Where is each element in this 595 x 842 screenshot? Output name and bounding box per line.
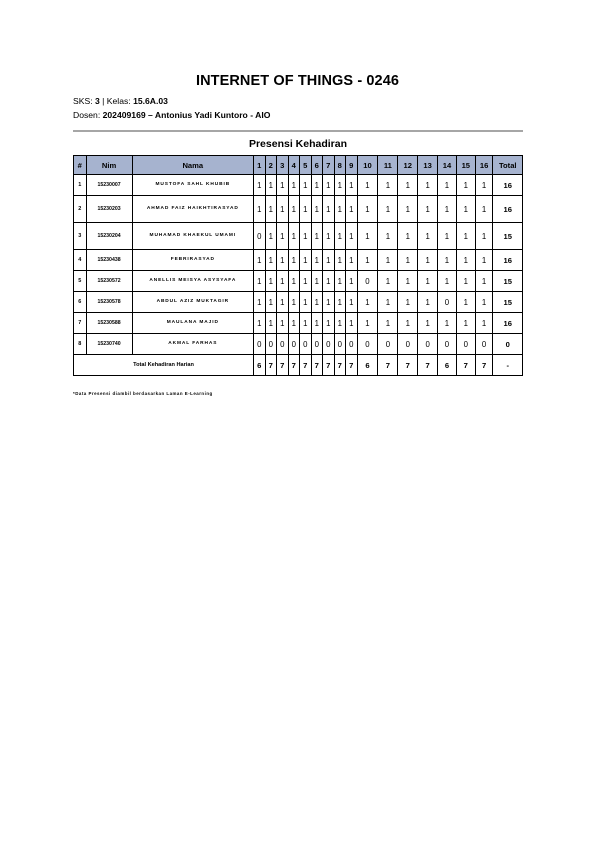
row-number: 4 xyxy=(74,250,87,271)
attendance-mark: 1 xyxy=(456,250,475,271)
daily-total: 7 xyxy=(418,355,438,376)
attendance-mark: 1 xyxy=(300,196,312,223)
attendance-mark: 1 xyxy=(398,250,418,271)
sks-value: 3 xyxy=(94,96,100,106)
dosen-line xyxy=(73,110,270,120)
attendance-mark: 1 xyxy=(346,250,358,271)
attendance-mark: 1 xyxy=(311,196,323,223)
table-row xyxy=(74,292,523,313)
summary-label: Total Kehadiran Harian xyxy=(74,355,254,376)
attendance-mark: 1 xyxy=(300,313,312,334)
attendance-mark: 1 xyxy=(300,175,312,196)
attendance-mark: 1 xyxy=(300,292,312,313)
attendance-mark: 1 xyxy=(378,175,398,196)
student-nim: 15230438 xyxy=(86,250,132,271)
attendance-mark: 1 xyxy=(475,271,493,292)
student-total: 16 xyxy=(493,175,523,196)
attendance-mark: 1 xyxy=(323,250,335,271)
attendance-mark: 0 xyxy=(254,334,266,355)
attendance-mark: 1 xyxy=(254,250,266,271)
student-total: 15 xyxy=(493,292,523,313)
attendance-mark: 0 xyxy=(357,334,378,355)
daily-total: 7 xyxy=(265,355,277,376)
attendance-mark: 1 xyxy=(398,175,418,196)
attendance-mark: 0 xyxy=(265,334,277,355)
attendance-mark: 1 xyxy=(357,313,378,334)
attendance-mark: 1 xyxy=(456,223,475,250)
attendance-mark: 0 xyxy=(398,334,418,355)
attendance-mark: 1 xyxy=(475,223,493,250)
row-number: 5 xyxy=(74,271,87,292)
column-header: 14 xyxy=(438,156,457,175)
student-nim: 15230572 xyxy=(86,271,132,292)
attendance-mark: 1 xyxy=(265,175,277,196)
attendance-mark: 1 xyxy=(398,271,418,292)
attendance-mark: 0 xyxy=(346,334,358,355)
attendance-mark: 1 xyxy=(311,271,323,292)
attendance-mark: 1 xyxy=(456,271,475,292)
attendance-mark: 1 xyxy=(334,175,346,196)
attendance-mark: 1 xyxy=(323,313,335,334)
column-header: # xyxy=(74,156,87,175)
attendance-mark: 1 xyxy=(334,223,346,250)
attendance-mark: 0 xyxy=(288,334,300,355)
attendance-mark: 1 xyxy=(346,271,358,292)
column-header: 4 xyxy=(288,156,300,175)
student-total: 16 xyxy=(493,250,523,271)
daily-total: 7 xyxy=(288,355,300,376)
attendance-mark: 0 xyxy=(300,334,312,355)
attendance-mark: 1 xyxy=(265,250,277,271)
student-nim: 15230204 xyxy=(86,223,132,250)
attendance-mark: 1 xyxy=(277,271,289,292)
document-title: INTERNET OF THINGS - 0246 xyxy=(195,73,400,89)
attendance-mark: 1 xyxy=(265,223,277,250)
attendance-mark: 1 xyxy=(254,175,266,196)
column-header: 9 xyxy=(346,156,358,175)
attendance-mark: 1 xyxy=(334,292,346,313)
row-number: 8 xyxy=(74,334,87,355)
attendance-mark: 0 xyxy=(277,334,289,355)
daily-total: 6 xyxy=(438,355,457,376)
daily-total: 7 xyxy=(475,355,493,376)
attendance-mark: 1 xyxy=(418,271,438,292)
attendance-mark: 1 xyxy=(357,250,378,271)
sks-kelas-line xyxy=(73,96,168,106)
attendance-mark: 0 xyxy=(254,223,266,250)
student-nim: 15230007 xyxy=(86,175,132,196)
attendance-mark: 1 xyxy=(357,175,378,196)
attendance-mark: 1 xyxy=(378,292,398,313)
attendance-mark: 1 xyxy=(346,175,358,196)
student-name: MUSTOFA SAHL KHUBIB xyxy=(132,175,253,196)
attendance-mark: 1 xyxy=(398,313,418,334)
attendance-mark: 1 xyxy=(456,175,475,196)
attendance-mark: 0 xyxy=(323,334,335,355)
attendance-mark: 0 xyxy=(438,292,457,313)
attendance-mark: 0 xyxy=(378,334,398,355)
attendance-mark: 1 xyxy=(300,271,312,292)
attendance-mark: 1 xyxy=(456,196,475,223)
attendance-mark: 1 xyxy=(438,223,457,250)
table-row xyxy=(74,196,523,223)
student-total: 15 xyxy=(493,271,523,292)
student-total: 0 xyxy=(493,334,523,355)
attendance-mark: 1 xyxy=(323,223,335,250)
student-name: ANELLIS MEISYA ASYSYAFA xyxy=(132,271,253,292)
column-header: 5 xyxy=(300,156,312,175)
attendance-mark: 1 xyxy=(277,175,289,196)
column-header: Nim xyxy=(86,156,132,175)
attendance-mark: 1 xyxy=(300,250,312,271)
attendance-mark: 1 xyxy=(277,292,289,313)
attendance-mark: 1 xyxy=(311,223,323,250)
attendance-mark: 1 xyxy=(346,313,358,334)
daily-total: 7 xyxy=(300,355,312,376)
row-number: 2 xyxy=(74,196,87,223)
column-header: 13 xyxy=(418,156,438,175)
attendance-mark: 1 xyxy=(334,313,346,334)
attendance-mark: 1 xyxy=(346,223,358,250)
daily-total: 7 xyxy=(323,355,335,376)
column-header: 6 xyxy=(311,156,323,175)
attendance-mark: 1 xyxy=(288,250,300,271)
attendance-mark: 1 xyxy=(323,292,335,313)
attendance-mark: 1 xyxy=(438,250,457,271)
meta-separator: | xyxy=(102,96,105,106)
attendance-mark: 1 xyxy=(475,313,493,334)
daily-total: 7 xyxy=(398,355,418,376)
daily-total: 7 xyxy=(378,355,398,376)
attendance-mark: 1 xyxy=(475,250,493,271)
attendance-mark: 1 xyxy=(418,196,438,223)
daily-total: 7 xyxy=(334,355,346,376)
table-body xyxy=(74,175,523,376)
summary-row xyxy=(74,355,523,376)
attendance-mark: 1 xyxy=(311,175,323,196)
attendance-mark: 1 xyxy=(288,313,300,334)
table-header-row xyxy=(74,156,523,175)
table-row xyxy=(74,175,523,196)
table-row xyxy=(74,271,523,292)
student-nim: 15230203 xyxy=(86,196,132,223)
attendance-mark: 1 xyxy=(418,313,438,334)
daily-total: 7 xyxy=(346,355,358,376)
attendance-mark: 1 xyxy=(456,292,475,313)
attendance-mark: 1 xyxy=(398,292,418,313)
header-divider xyxy=(73,130,523,132)
student-nim: 15230740 xyxy=(86,334,132,355)
attendance-mark: 1 xyxy=(311,292,323,313)
student-name: AKMAL FARHAS xyxy=(132,334,253,355)
column-header: 7 xyxy=(323,156,335,175)
student-nim: 15230588 xyxy=(86,313,132,334)
column-header: Nama xyxy=(132,156,253,175)
attendance-mark: 1 xyxy=(418,250,438,271)
daily-total: 7 xyxy=(311,355,323,376)
attendance-mark: 1 xyxy=(265,292,277,313)
attendance-mark: 1 xyxy=(288,223,300,250)
attendance-mark: 1 xyxy=(378,196,398,223)
attendance-mark: 1 xyxy=(323,196,335,223)
attendance-mark: 1 xyxy=(323,175,335,196)
attendance-mark: 1 xyxy=(288,271,300,292)
attendance-mark: 0 xyxy=(438,334,457,355)
attendance-mark: 1 xyxy=(438,271,457,292)
column-header: 8 xyxy=(334,156,346,175)
student-total: 16 xyxy=(493,313,523,334)
attendance-mark: 1 xyxy=(265,196,277,223)
table-row xyxy=(74,334,523,355)
row-number: 1 xyxy=(74,175,87,196)
attendance-mark: 1 xyxy=(418,292,438,313)
attendance-mark: 1 xyxy=(438,313,457,334)
attendance-mark: 1 xyxy=(456,313,475,334)
attendance-mark: 1 xyxy=(254,271,266,292)
table-row xyxy=(74,250,523,271)
row-number: 6 xyxy=(74,292,87,313)
row-number: 7 xyxy=(74,313,87,334)
attendance-mark: 1 xyxy=(334,271,346,292)
attendance-mark: 1 xyxy=(378,271,398,292)
table-row xyxy=(74,223,523,250)
attendance-mark: 1 xyxy=(398,223,418,250)
attendance-mark: 1 xyxy=(334,250,346,271)
attendance-mark: 1 xyxy=(418,175,438,196)
student-name: MUHAMAD KHAEKUL UMAMI xyxy=(132,223,253,250)
attendance-mark: 1 xyxy=(357,292,378,313)
attendance-mark: 1 xyxy=(418,223,438,250)
attendance-mark: 1 xyxy=(277,313,289,334)
daily-total: 6 xyxy=(254,355,266,376)
column-header: 1 xyxy=(254,156,266,175)
section-title: Presensi Kehadiran xyxy=(248,138,348,150)
student-total: 15 xyxy=(493,223,523,250)
attendance-mark: 1 xyxy=(254,196,266,223)
dosen-label: Dosen: xyxy=(73,110,101,120)
table-row xyxy=(74,313,523,334)
daily-total: 7 xyxy=(456,355,475,376)
attendance-mark: 1 xyxy=(475,292,493,313)
column-header: 3 xyxy=(277,156,289,175)
attendance-mark: 0 xyxy=(311,334,323,355)
attendance-mark: 0 xyxy=(475,334,493,355)
attendance-mark: 1 xyxy=(311,250,323,271)
attendance-table xyxy=(73,155,523,376)
attendance-mark: 1 xyxy=(288,292,300,313)
attendance-mark: 1 xyxy=(265,271,277,292)
dosen-value: 202409169 – Antonius Yadi Kuntoro - AIO xyxy=(102,110,271,120)
attendance-mark: 1 xyxy=(378,223,398,250)
attendance-mark: 1 xyxy=(254,292,266,313)
attendance-mark: 1 xyxy=(438,196,457,223)
attendance-mark: 1 xyxy=(300,223,312,250)
attendance-mark: 1 xyxy=(277,250,289,271)
student-name: ABDUL AZIZ MUKTAGIR xyxy=(132,292,253,313)
summary-total: - xyxy=(493,355,523,376)
column-header: 16 xyxy=(475,156,493,175)
row-number: 3 xyxy=(74,223,87,250)
kelas-value: 15.6A.03 xyxy=(133,96,168,106)
daily-total: 7 xyxy=(277,355,289,376)
attendance-mark: 1 xyxy=(265,313,277,334)
attendance-mark: 1 xyxy=(311,313,323,334)
student-nim: 15230578 xyxy=(86,292,132,313)
attendance-mark: 1 xyxy=(357,223,378,250)
attendance-mark: 1 xyxy=(277,196,289,223)
column-header: 10 xyxy=(357,156,378,175)
attendance-mark: 1 xyxy=(346,292,358,313)
attendance-mark: 1 xyxy=(346,196,358,223)
footnote: *Data Presensi diambil berdasarkan Laman E-Learning xyxy=(73,391,213,396)
column-header: 11 xyxy=(378,156,398,175)
attendance-mark: 0 xyxy=(456,334,475,355)
column-header: Total xyxy=(493,156,523,175)
attendance-mark: 0 xyxy=(418,334,438,355)
attendance-mark: 0 xyxy=(357,271,378,292)
attendance-mark: 0 xyxy=(334,334,346,355)
student-name: AHMAD FAIZ HAIKHTIRASYAD xyxy=(132,196,253,223)
student-total: 16 xyxy=(493,196,523,223)
column-header: 2 xyxy=(265,156,277,175)
attendance-mark: 1 xyxy=(475,175,493,196)
attendance-mark: 1 xyxy=(334,196,346,223)
column-header: 12 xyxy=(398,156,418,175)
kelas-label: Kelas: xyxy=(106,96,131,106)
attendance-mark: 1 xyxy=(277,223,289,250)
student-name: MAULANA MAJID xyxy=(132,313,253,334)
attendance-mark: 1 xyxy=(475,196,493,223)
daily-total: 6 xyxy=(357,355,378,376)
sks-label: SKS: xyxy=(73,96,93,106)
attendance-mark: 1 xyxy=(357,196,378,223)
attendance-mark: 1 xyxy=(288,196,300,223)
attendance-mark: 1 xyxy=(288,175,300,196)
attendance-mark: 1 xyxy=(323,271,335,292)
attendance-mark: 1 xyxy=(254,313,266,334)
column-header: 15 xyxy=(456,156,475,175)
attendance-mark: 1 xyxy=(398,196,418,223)
attendance-mark: 1 xyxy=(378,250,398,271)
attendance-mark: 1 xyxy=(438,175,457,196)
student-name: FEBRIRASYAD xyxy=(132,250,253,271)
attendance-mark: 1 xyxy=(378,313,398,334)
